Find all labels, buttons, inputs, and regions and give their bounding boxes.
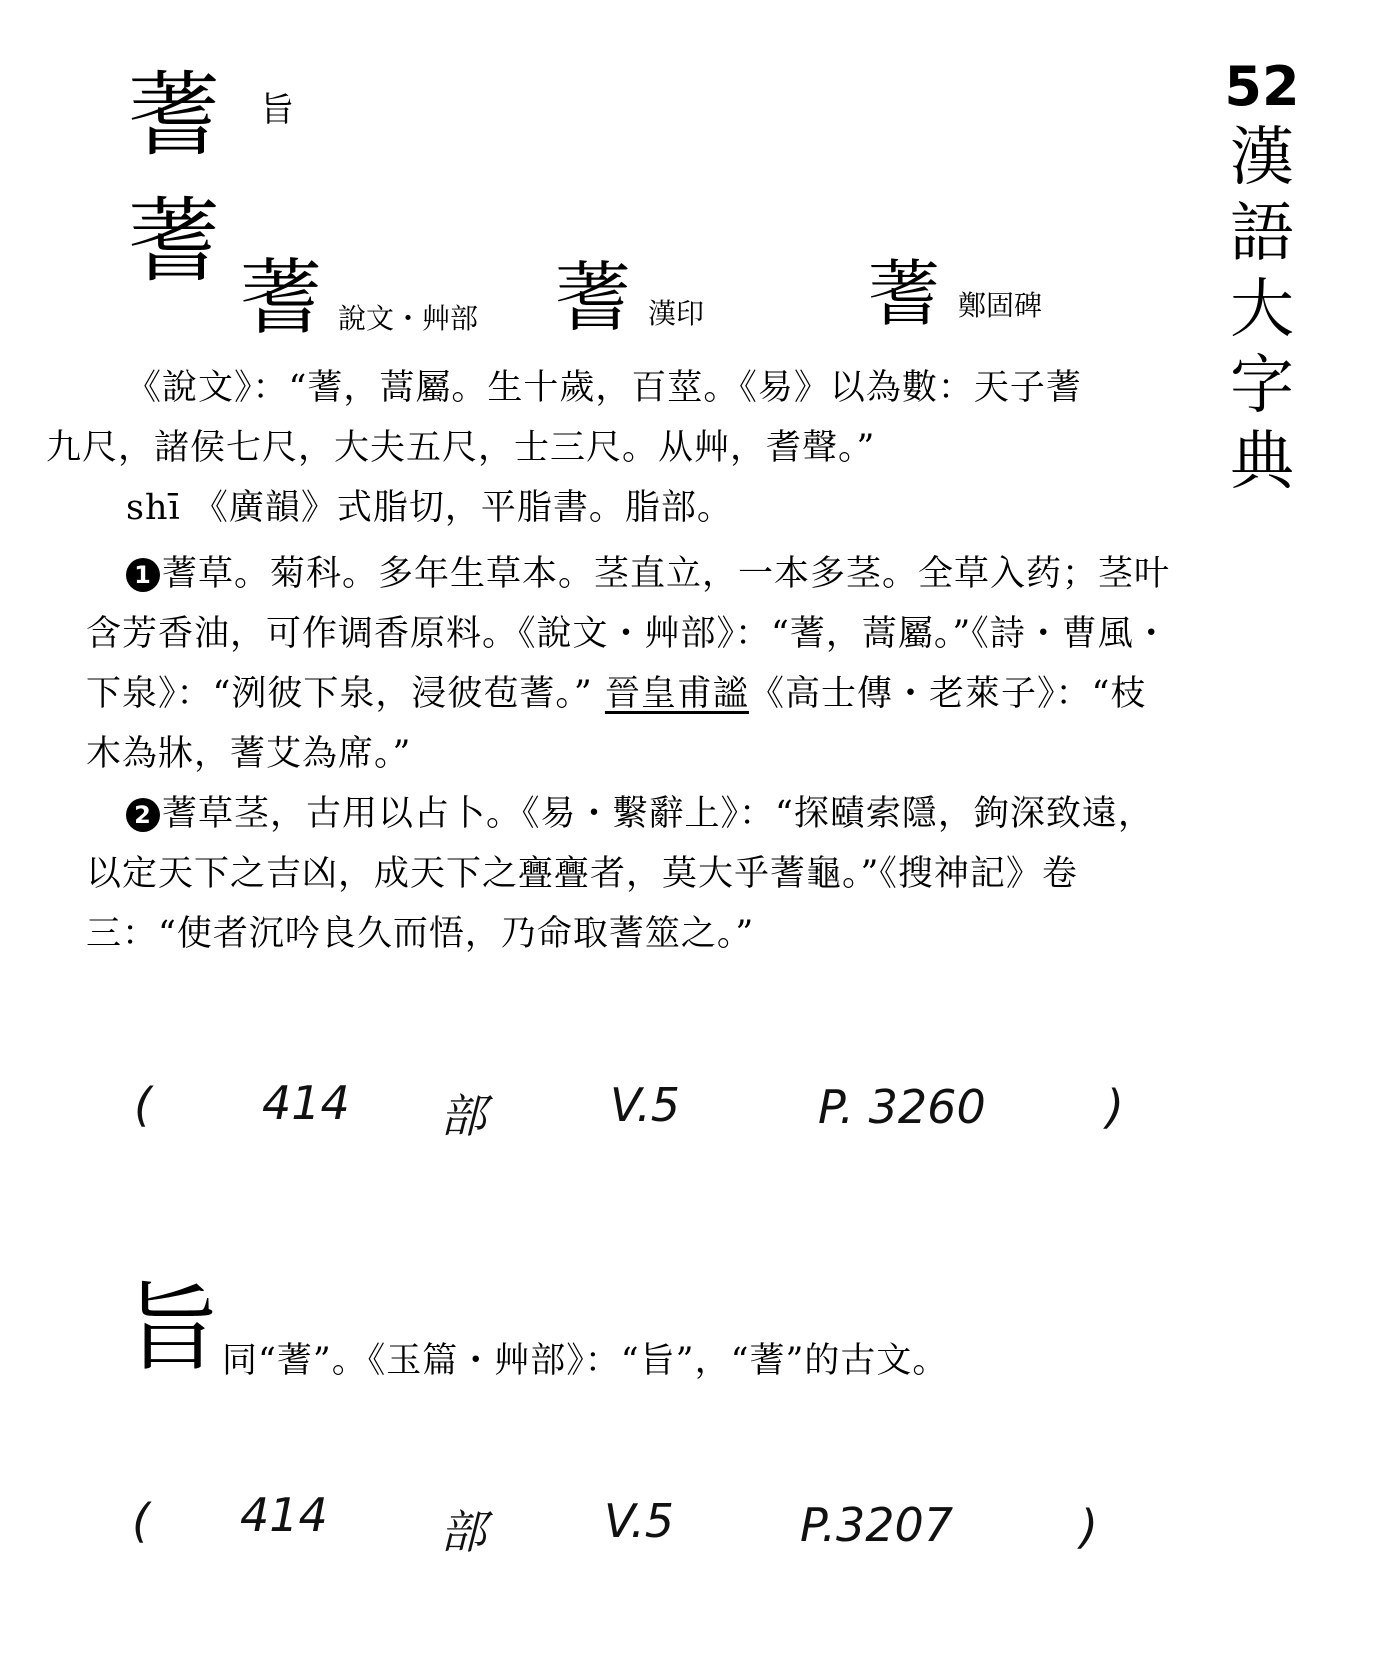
sense-2-marker: 2	[126, 798, 160, 832]
sense-1-text: 蓍草。菊科。多年生草本。茎直立，一本多茎。全草入药；茎叶含芳香油，可作调香原料。《說文・艸部》：“蓍，蒿屬。”《詩・曹風・下泉》：“洌彼下泉，浸彼苞蓍。”	[86, 554, 1171, 714]
ref1-volume: V.5	[610, 1078, 681, 1132]
ref2-open: (	[132, 1494, 150, 1548]
sense-1-author: 晉皇甫謐	[604, 674, 749, 714]
pronunciation: shī 《廣韻》式脂切，平脂書。脂部。	[126, 488, 733, 528]
dictionary-title: 漢語大字典	[1230, 121, 1294, 499]
seal-form-shuowen: 蓍	[240, 251, 323, 346]
page-number: 52	[1224, 55, 1300, 118]
entry-2-definition: 同“蓍”。《玉篇・艸部》：“旨”，“蓍”的古文。	[222, 1341, 949, 1381]
shuowen-line-2: 九尺，諸侯七尺，大夫五尺，士三尺。从艸，耆聲。”	[46, 428, 876, 468]
clerical-source-zhenggu: 鄭固碑	[958, 289, 1043, 322]
headword-repeat: 蓍	[128, 188, 221, 295]
ref2-radical-label: 部	[440, 1505, 486, 1559]
ref2-radical-number: 414	[240, 1488, 328, 1542]
clerical-form-zhenggu: 蓍	[868, 252, 941, 336]
variant-form: 旨	[260, 90, 294, 130]
sense-2-text: 蓍草茎，古用以占卜。《易・繫辭上》：“探賾索隱，鉤深致遠，以定天下之吉凶，成天下之亹亹者，莫大乎蓍龜。”《搜神記》卷三：“使者沉吟良久而悟，乃命取蓍筮之。”	[86, 794, 1154, 954]
headword: 蓍	[128, 62, 221, 169]
seal-form-hanyin: 蓍	[555, 253, 631, 342]
ref2-close: )	[1080, 1500, 1098, 1554]
sense-1-citation: 《高士傳・老萊子》：“枝木為牀，蓍艾為席。”	[86, 674, 1147, 774]
shuowen-line-1: 《說文》：“蓍，蒿屬。生十歲，百莖。《易》以為數：天子蓍	[126, 368, 1082, 408]
headword-2: 旨	[124, 1272, 220, 1384]
seal-source-hanyin: 漢印	[648, 297, 705, 330]
ref1-open: (	[134, 1078, 152, 1132]
ref1-page: P. 3260	[818, 1080, 986, 1134]
seal-source-shuowen: 說文・艸部	[338, 302, 479, 335]
sense-1-marker: 1	[126, 558, 160, 592]
ref2-volume: V.5	[604, 1494, 675, 1548]
ref2-page: P.3207	[800, 1498, 954, 1552]
ref1-radical-label: 部	[440, 1089, 486, 1143]
ref1-radical-number: 414	[262, 1076, 350, 1130]
ref1-close: )	[1106, 1080, 1124, 1134]
